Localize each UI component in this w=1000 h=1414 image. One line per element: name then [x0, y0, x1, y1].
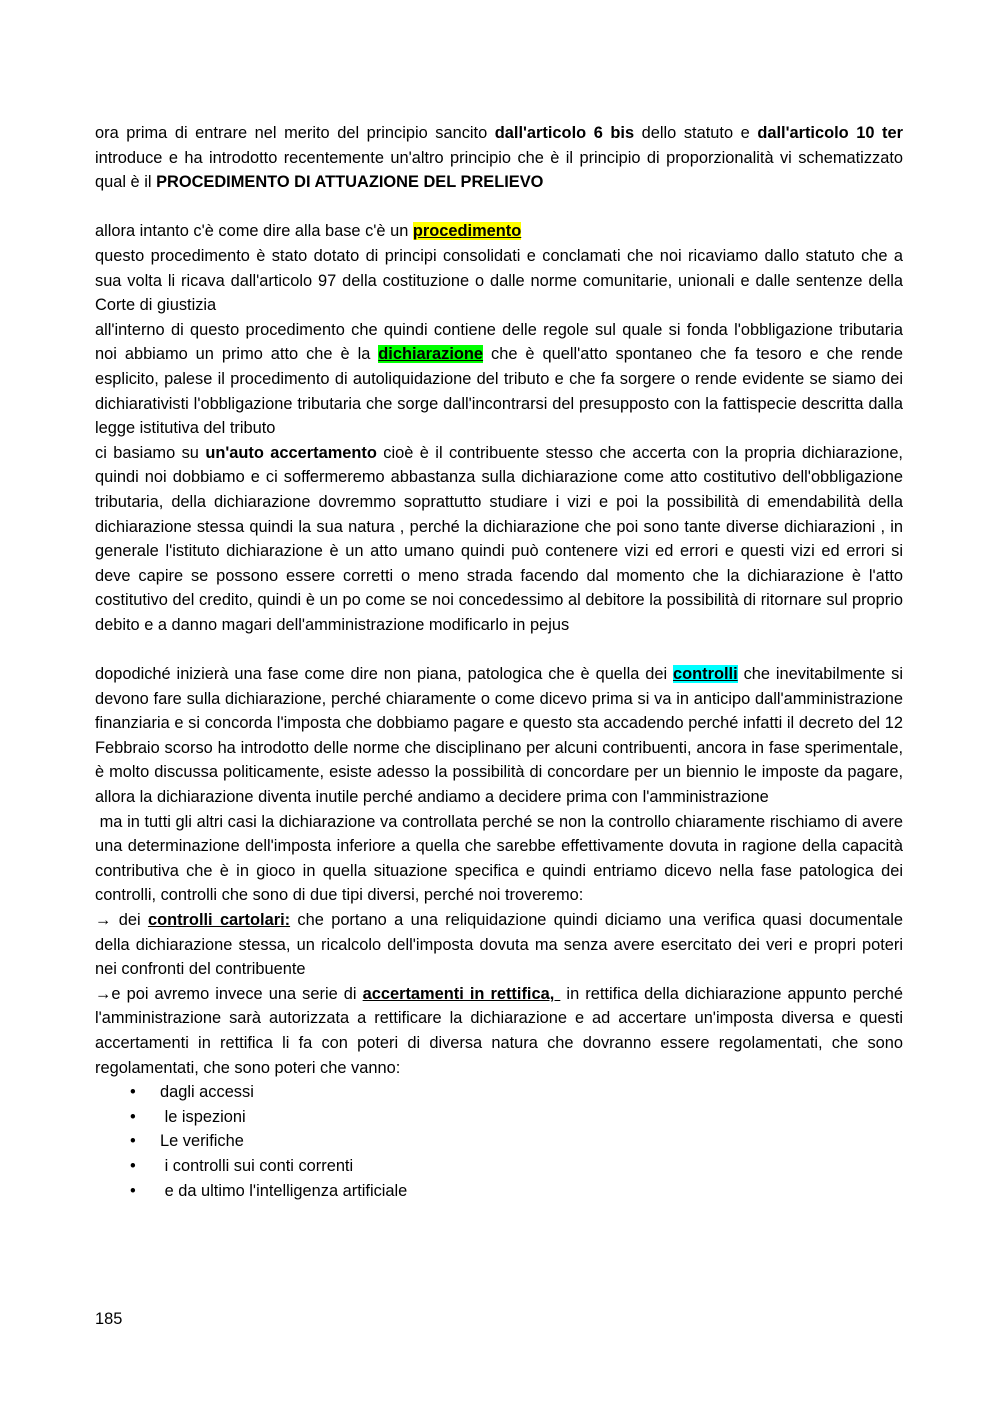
- paragraph-controlli-cartolari: → dei controlli cartolari: che portano a una reliquidazione quindi diciamo una verifica quasi documentale della dichiarazione stessa, un ricalcolo dell'imposta dovuta ma senza avere esercitato dei veri e propri poteri nei confronti del contribuente: [95, 911, 903, 979]
- highlight-dichiarazione: dichiarazione: [378, 345, 484, 364]
- list-item: • le ispezioni: [130, 1105, 903, 1130]
- list-item: • Le verifiche: [130, 1129, 903, 1154]
- paragraph-auto-accertamento: ci basiamo su un'auto accertamento cioè è il contribuente stesso che accerta con la propria dichiarazione, quindi noi dobbiamo e ci soffermeremo abbastanza sulla dichiarazione come atto costitutivo dell'obbligazione tributaria, della dichiarazione dovremmo soprattutto studiare i vizi e poi la possibilità di emendabilità della dichiarazione stessa quindi la sua natura , perché la dichiarazione che poi sono tante diverse dichiarazioni , in generale l'istituto dichiarazione è un atto umano quindi può contenere vizi ed errori e questi vizi ed errori si deve capire se possono essere corretti o meno strada facendo dal momento che la dichiarazione è l'atto costitutivo del credito, quindi è un po come se noi concedessimo al debitore la possibilità di ritornare sul proprio debito e a danno magari dell'amministrazione modificarlo in pejus: [95, 443, 903, 634]
- paragraph-procedimento: allora intanto c'è come dire alla base c'è un procedimento: [95, 222, 522, 241]
- paragraph-controlli: dopodiché inizierà una fase come dire non piana, patologica che è quella dei controlli che inevitabilmente si devono fare sulla dichiarazione, perché chiaramente o come dicevo prima si va in anticipo dall'amministrazione finanziaria e si concorda l'imposta che dobbiamo pagare e questo sta accadendo perché infatti il decreto del 12 Febbraio scorso ha introdotto delle norme che disciplinano per alcuni contribuenti, ancora in fase sperimentale, è molto discussa politicamente, esiste adesso la possibilità di concordare per un biennio le imposte da pagare, allora la dichiarazione diventa inutile perché andiamo a decidere prima con l'amministrazione: [95, 665, 903, 807]
- paragraph-accertamenti-rettifica: →e poi avremo invece una serie di accertamenti in rettifica, in rettifica della dichiarazione appunto perché l'amministrazione sarà autorizzata a rettificare la dichiarazione e ad accertare un'imposta diversa e questi accertamenti in rettifica li fa con poteri di diversa natura che dovranno essere regolamentati, che sono regolamentati, che sono poteri che vanno:: [95, 984, 904, 1077]
- list-item: • dagli accessi: [130, 1080, 903, 1105]
- bold-article-6-bis: dall'articolo 6 bis: [494, 124, 635, 142]
- paragraph-dichiarazione: all'interno di questo procedimento che quindi contiene delle regole sul quale si fonda l'obbligazione tributaria noi abbiamo un primo atto che è la dichiarazione che è quell'atto spontaneo che fa tesoro e che rende esplicito, palese il procedimento di autoliquidazione del tributo e che fa sorgere o rende evidente se siamo dei dichiarativisti l'obbligazione tributaria che sorge dall'incontrarsi del presupposto con la fattispecie descritta dalla legge istitutiva del tributo: [95, 320, 903, 438]
- paragraph-altri-casi: ma in tutti gli altri casi la dichiarazione va controllata perché se non la controllo chiaramente rischiamo di avere una determinazione dell'imposta inferiore a quella che sarebbe effettivamente dovuta in ragione della capacità contributiva che è in gioco in quella situazione specifica e quindi entriamo dicevo nella fase patologica dei controlli, controlli che sono di due tipi diversi, perché noi troveremo:: [95, 812, 908, 905]
- highlight-procedimento: procedimento: [412, 222, 522, 241]
- list-item: • e da ultimo l'intelligenza artificiale: [130, 1179, 903, 1204]
- paragraph-intro: ora prima di entrare nel merito del principio sancito dall'articolo 6 bis dello statuto e dall'articolo 10 ter introduce e ha introdotto recentemente un'altro principio che è il principio di proporzionalità vi schematizzato qual è il PROCEDIMENTO DI ATTUAZIONE DEL PRELIEVO: [95, 124, 903, 192]
- arrow-right-icon: →: [95, 911, 112, 929]
- arrow-right-icon: →: [95, 984, 112, 1003]
- bold-procedimento-title: PROCEDIMENTO DI ATTUAZIONE DEL PRELIEVO: [156, 173, 544, 192]
- list-item: • i controlli sui conti correnti: [130, 1154, 903, 1179]
- spacer: [95, 637, 903, 662]
- paragraph-principi: questo procedimento è stato dotato di principi consolidati e conclamati che noi ricaviamo dallo statuto che a sua volta li ricava dall'articolo 97 della costituzione o dalle norme comunitarie, unionali e dalle sentenze della Corte di giustizia: [95, 246, 903, 315]
- page-number: 185: [95, 1310, 123, 1328]
- powers-list: [95, 1080, 903, 1203]
- bold-article-10-ter: dall'articolo 10 ter: [757, 124, 903, 142]
- underline-accertamenti-rettifica: accertamenti in rettifica,: [362, 984, 561, 1003]
- highlight-controlli: controlli: [673, 665, 738, 684]
- document-body: [95, 121, 908, 1203]
- spacer: [95, 195, 903, 220]
- bold-auto-accertamento: un'auto accertamento: [205, 443, 377, 462]
- underline-controlli-cartolari: controlli cartolari:: [147, 911, 291, 929]
